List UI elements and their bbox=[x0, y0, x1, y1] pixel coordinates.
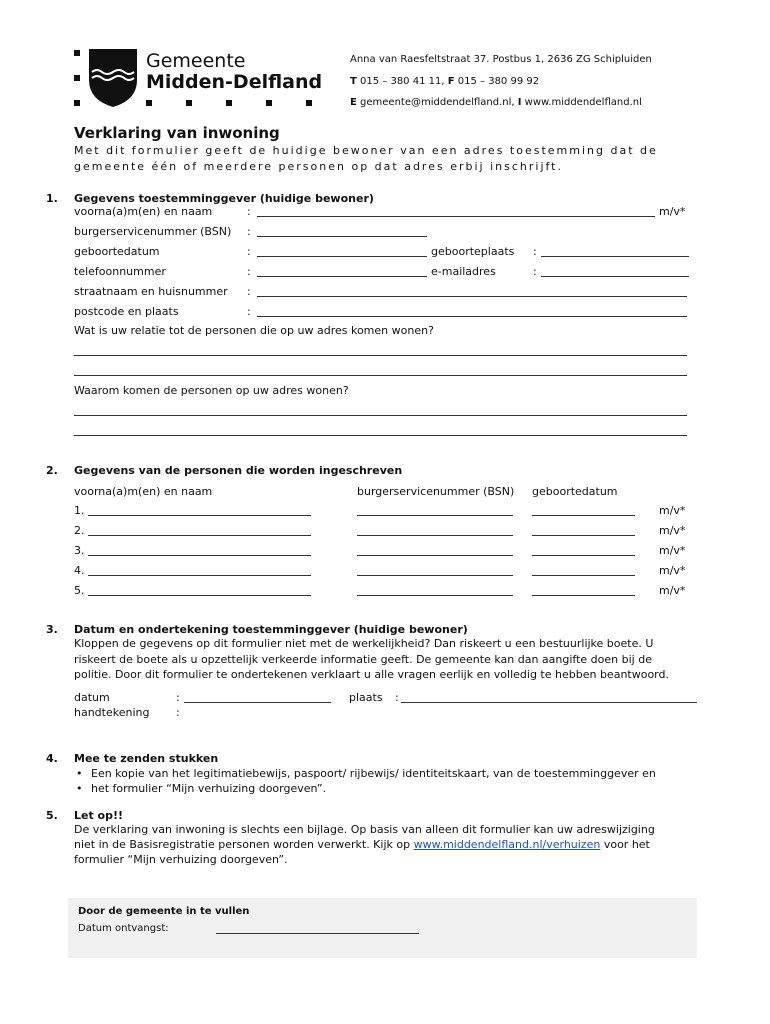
phone-line: T 015 – 380 41 11, F 015 – 380 99 92 bbox=[350, 76, 540, 87]
section-number: 3. bbox=[46, 623, 58, 636]
date-input[interactable] bbox=[184, 702, 331, 703]
section-number: 1. bbox=[46, 192, 58, 205]
dob-input[interactable] bbox=[257, 256, 427, 257]
colon: : bbox=[533, 245, 537, 258]
gender-option: m/v* bbox=[659, 524, 686, 537]
field-label: postcode en plaats bbox=[74, 305, 179, 318]
section-heading: Mee te zenden stukken bbox=[74, 752, 219, 765]
row-number: 3. bbox=[74, 544, 85, 557]
section-heading: Gegevens van de personen die worden ingeschreven bbox=[74, 464, 403, 477]
section-text: niet in de Basisregistratie personen worden verwerkt. Kijk op www.middendelfland.nl/verhuizen voor het bbox=[74, 838, 650, 851]
person-name-input[interactable] bbox=[88, 575, 311, 576]
section-number: 5. bbox=[46, 809, 58, 822]
office-heading: Door de gemeente in te vullen bbox=[78, 906, 250, 917]
colon: : bbox=[247, 265, 251, 278]
person-dob-input[interactable] bbox=[532, 575, 635, 576]
colon: : bbox=[247, 225, 251, 238]
person-bsn-input[interactable] bbox=[357, 535, 513, 536]
birthplace-input[interactable] bbox=[541, 256, 689, 257]
question-reason: Waarom komen de personen op uw adres wonen? bbox=[74, 384, 349, 397]
verhuizen-link[interactable]: www.middendelfland.nl/verhuizen bbox=[413, 838, 601, 851]
row-number: 2. bbox=[74, 524, 85, 537]
intro-line: gemeente één of meerdere personen op dat adres erbij inschrijft. bbox=[74, 160, 563, 173]
column-header: geboortedatum bbox=[532, 485, 618, 498]
signature-field[interactable] bbox=[184, 706, 384, 720]
person-bsn-input[interactable] bbox=[357, 555, 513, 556]
section-text: politie. Door dit formulier te ondertekenen verklaart u alle vragen eerlijk en volledig te hebben beantwoord. bbox=[74, 668, 669, 681]
relation-input[interactable] bbox=[74, 355, 687, 356]
shield-icon bbox=[88, 48, 138, 108]
gender-option: m/v* bbox=[659, 205, 686, 218]
section-text: formulier “Mijn verhuizing doorgeven”. bbox=[74, 853, 288, 866]
field-label: datum bbox=[74, 691, 110, 704]
logo-square bbox=[74, 50, 80, 56]
person-name-input[interactable] bbox=[88, 535, 311, 536]
section-text: riskeert de boete als u opzettelijk verkeerde informatie geeft. De gemeente kan dan aangifte doen bij de bbox=[74, 653, 652, 666]
row-number: 4. bbox=[74, 564, 85, 577]
person-name-input[interactable] bbox=[88, 595, 311, 596]
reason-input[interactable] bbox=[74, 435, 687, 436]
field-label: Datum ontvangst: bbox=[78, 923, 169, 934]
field-label: geboortedatum bbox=[74, 245, 160, 258]
column-header: voorna(a)m(en) en naam bbox=[74, 485, 213, 498]
person-bsn-input[interactable] bbox=[357, 515, 513, 516]
person-dob-input[interactable] bbox=[532, 595, 635, 596]
section-heading: Datum en ondertekening toestemminggever (huidige bewoner) bbox=[74, 623, 468, 636]
person-dob-input[interactable] bbox=[532, 535, 635, 536]
section-text: Kloppen de gegevens op dit formulier niet met de werkelijkheid? Dan riskeert u een bestuurlijke boete. U bbox=[74, 637, 654, 650]
logo-square bbox=[266, 100, 272, 106]
person-name-input[interactable] bbox=[88, 555, 311, 556]
colon: : bbox=[247, 245, 251, 258]
row-number: 5. bbox=[74, 584, 85, 597]
gender-option: m/v* bbox=[659, 544, 686, 557]
colon: : bbox=[533, 265, 537, 278]
names-input[interactable] bbox=[257, 216, 655, 217]
logo-square bbox=[146, 100, 152, 106]
field-label: straatnaam en huisnummer bbox=[74, 285, 228, 298]
section-heading: Gegevens toestemminggever (huidige bewoner) bbox=[74, 192, 374, 205]
bullet-icon: • bbox=[76, 782, 83, 795]
gender-option: m/v* bbox=[659, 584, 686, 597]
colon: : bbox=[247, 285, 251, 298]
field-label: plaats bbox=[349, 691, 383, 704]
colon: : bbox=[395, 691, 399, 704]
org-name-line2: Midden-Delfland bbox=[146, 71, 323, 93]
section-number: 2. bbox=[46, 464, 58, 477]
gender-option: m/v* bbox=[659, 504, 686, 517]
section-heading: Let op!! bbox=[74, 809, 124, 822]
field-label: telefoonnummer bbox=[74, 265, 166, 278]
page-title: Verklaring van inwoning bbox=[74, 124, 280, 142]
list-item: Een kopie van het legitimatiebewijs, paspoort/ rijbewijs/ identiteitskaart, van de toestemminggever en bbox=[91, 767, 656, 780]
postcode-input[interactable] bbox=[257, 316, 687, 317]
person-bsn-input[interactable] bbox=[357, 575, 513, 576]
gender-option: m/v* bbox=[659, 564, 686, 577]
colon: : bbox=[176, 691, 180, 704]
logo-square bbox=[226, 100, 232, 106]
logo-square bbox=[74, 100, 80, 106]
bsn-input[interactable] bbox=[257, 236, 427, 237]
field-label: e-mailadres bbox=[431, 265, 496, 278]
logo-square bbox=[306, 100, 312, 106]
question-relation: Wat is uw relatie tot de personen die op uw adres komen wonen? bbox=[74, 324, 434, 337]
list-item: het formulier “Mijn verhuizing doorgeven”. bbox=[91, 782, 327, 795]
received-date-input[interactable] bbox=[216, 933, 419, 934]
phone-input[interactable] bbox=[257, 276, 427, 277]
street-input[interactable] bbox=[257, 296, 687, 297]
section-number: 4. bbox=[46, 752, 58, 765]
colon: : bbox=[176, 706, 180, 719]
field-label: voorna(a)m(en) en naam bbox=[74, 205, 213, 218]
bullet-icon: • bbox=[76, 767, 83, 780]
person-dob-input[interactable] bbox=[532, 515, 635, 516]
field-label: handtekening bbox=[74, 706, 150, 719]
colon: : bbox=[247, 205, 251, 218]
person-bsn-input[interactable] bbox=[357, 595, 513, 596]
email-line: E gemeente@middendelfland.nl, I www.middendelfland.nl bbox=[350, 97, 642, 108]
reason-input[interactable] bbox=[74, 415, 687, 416]
logo-square bbox=[186, 100, 192, 106]
address: Anna van Raesfeltstraat 37. Postbus 1, 2636 ZG Schipluiden bbox=[350, 54, 652, 65]
column-header: burgerservicenummer (BSN) bbox=[357, 485, 515, 498]
logo-square bbox=[74, 75, 80, 81]
org-name-line1: Gemeente bbox=[146, 50, 246, 72]
field-label: burgerservicenummer (BSN) bbox=[74, 225, 232, 238]
email-input[interactable] bbox=[541, 276, 689, 277]
section-text: De verklaring van inwoning is slechts een bijlage. Op basis van alleen dit formulier kan uw adreswijziging bbox=[74, 823, 655, 836]
relation-input[interactable] bbox=[74, 375, 687, 376]
colon: : bbox=[247, 305, 251, 318]
field-label: geboorteplaats bbox=[431, 245, 515, 258]
intro-line: Met dit formulier geeft de huidige bewoner van een adres toestemming dat de bbox=[74, 144, 658, 157]
row-number: 1. bbox=[74, 504, 85, 517]
person-name-input[interactable] bbox=[88, 515, 311, 516]
place-input[interactable] bbox=[401, 702, 697, 703]
person-dob-input[interactable] bbox=[532, 555, 635, 556]
